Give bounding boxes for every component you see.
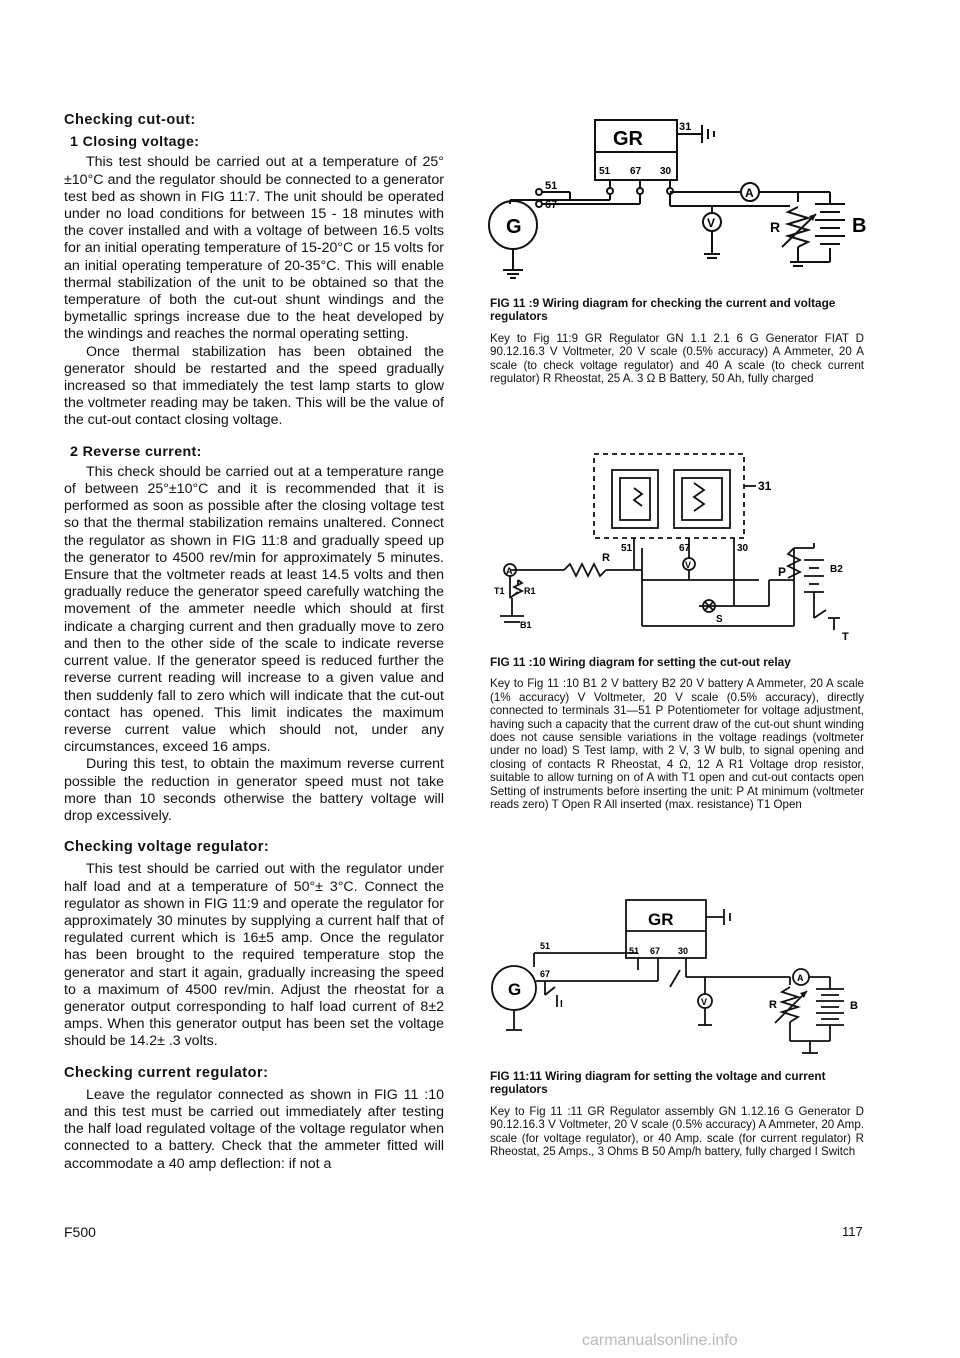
fig9-caption (490, 297, 864, 385)
voltage-regulator-title: Checking voltage regulator: (64, 839, 270, 856)
fig11-label-51: 51 (629, 946, 640, 956)
current-regulator-title: Checking current regulator: (64, 1064, 269, 1081)
fig10-title: FIG 11 :10 Wiring diagram for setting the cut-out relay (490, 655, 791, 669)
voltage-regulator-paragraph: This test should be carried out with the regulator under half load and at a temperature of 50°± 3°C. Connect the regulator as shown in FIG 11:9 and operate the regulator for approximately 30 minutes by supplying a current half that of regulated current which is 16±5 amp. Once the regulator has been brought to the required temperature stop the generator and start it again, gradually increasing the speed to a maximum of 4500 rev/min. Adjust the rheostat for a generator output corresponding to half load current of 8±2 amps. When this generator output has been set the voltage should be 14.2± .3 volts. (64, 861, 444, 1050)
fig11-label-gr: GR (648, 910, 674, 929)
fig9-label-31: 31 (679, 121, 692, 133)
fig9-key: Key to Fig 11:9 GR Regulator GN 1.1 2.1 6 G Generator FIAT D 90.12.16.3 V Voltmeter, 20 V scale (0.5% accuracy) A Ammeter, 20 A scale (to check voltage regulator) and 40 A scale (to check current regulator) R Rheostat, 25 A. 3 Ω B Battery, 50 Ah, fully charged (490, 331, 864, 386)
fig9-label-51: 51 (599, 166, 611, 177)
fig9-label-51-wire: 51 (545, 180, 558, 192)
left-column (64, 112, 444, 1173)
fig9-label-67: 67 (630, 166, 642, 177)
fig10-label-31: 31 (758, 479, 772, 493)
fig10-key: Key to Fig 11 :10 B1 2 V battery B2 20 V battery A Ammeter, 20 A scale (1% accuracy) V Voltmeter, 20 V scale (0.5% accuracy), directly connected to terminals 31—51 P Potentiometer for voltage adjustment, having such a capacity that the current draw of the cut-out shunt winding does not cause sensible variations in the voltage readings (voltmeter under no load) S Test lamp, with 2 V, 3 W bulb, to signal opening and closing of contacts R Rheostat, 4 Ω, 12 A R1 Voltage drop resistor, suitable to allow turning on of A with T1 open and cut-out contacts open Setting of instruments before inserting the unit: P At minimum (voltmeter reads zero) T Open R All inserted (max. resistance) T1 Open (490, 677, 864, 812)
fig11-label-g: G (508, 980, 522, 999)
fig10-diagram (494, 448, 864, 648)
footer-model: F500 (64, 1224, 96, 1240)
fig10-caption (490, 656, 864, 811)
fig9-label-g: G (506, 216, 522, 238)
reverse-current-paragraph-2: During this test, to obtain the maximum reverse current possible the reduction in generator speed must not take more than 10 seconds otherwise the battery voltage will drop excessively. (64, 756, 444, 824)
closing-voltage-heading: 1 Closing voltage: (70, 134, 200, 151)
fig9-label-r: R (770, 219, 781, 235)
closing-voltage-paragraph-1: This test should be carried out at a temperature of 25°±10°C and the regulator should be connected to a generator test bed as shown in FIG 11:7. The unit should be operated under no load conditions for between 15 - 18 minutes with the cover installed and with a voltage of between 16.5 volts for an initial operating temperature of 15-20°C or 15 volts for an initial operating temperature of 20-35°C. This will enable thermal stabilization of the unit to be obtained so that the temperature of both the cut-out shunt windings and the bymetallic springs increase due to the heat developed by the windings and reaches the normal operating setting. (64, 154, 444, 343)
fig10-label-t1: T1 (494, 586, 505, 596)
fig9-label-30: 30 (660, 166, 672, 177)
fig11-label-51-wire: 51 (540, 941, 551, 951)
fig11-label-r: R (769, 999, 777, 1011)
fig11-caption (490, 1070, 864, 1158)
fig11-label-30: 30 (678, 946, 689, 956)
fig10-label-v: V (685, 560, 692, 570)
fig11-label-v: V (701, 997, 708, 1007)
fig11-title: FIG 11:11 Wiring diagram for setting the voltage and current regulators (490, 1069, 826, 1097)
fig10-label-b2: B2 (830, 564, 843, 575)
watermark: carmanualsonline.info (582, 1332, 738, 1349)
fig9-label-v: V (707, 216, 716, 230)
fig11-label-67-wire: 67 (540, 969, 551, 979)
fig11-label-i: I (560, 999, 563, 1010)
fig10-label-p: P (778, 565, 787, 579)
fig10-label-30: 30 (737, 543, 749, 554)
fig9-label-b: B (852, 215, 867, 237)
checking-cutout-title: Checking cut-out: (64, 112, 196, 128)
fig10-label-51: 51 (621, 543, 633, 554)
fig9-label-a: A (745, 186, 754, 200)
fig11-label-a: A (797, 973, 804, 983)
fig11-diagram (490, 895, 860, 1070)
fig9-label-67-wire: 67 (545, 199, 558, 211)
fig10-label-b1: B1 (520, 620, 532, 630)
current-regulator-paragraph: Leave the regulator connected as shown in FIG 11 :10 and this test must be carried out immediately after testing the half load regulated voltage of the voltage regulator when connected to a battery. Check that the ammeter fitted will accommodate a 40 amp deflection: if not a (64, 1086, 444, 1172)
fig10-label-r1: R1 (524, 586, 536, 596)
fig9-title: FIG 11 :9 Wiring diagram for checking the current and voltage regulators (490, 296, 836, 324)
closing-voltage-paragraph-2: Once thermal stabilization has been obtained the generator should be restarted and the speed gradually increased so that immediately the test lamp starts to glow the voltmeter reading may be taken. This will be the value of the cut-out contact closing voltage. (64, 343, 444, 429)
fig10-label-67: 67 (679, 543, 691, 554)
fig11-key: Key to Fig 11 :11 GR Regulator assembly GN 1.12.16 G Generator D 90.12.16.3 V Voltmeter, 20 V scale (0.5% accuracy) A Ammeter, 20 Amp. scale (for voltage regulator), or 40 Amp. scale (for current regulator) R Rheostat, 25 Amps., 3 Ohms B 50 Amp/h battery, fully charged I Switch (490, 1104, 864, 1159)
reverse-current-paragraph-1: This check should be carried out at a temperature range of between 25°±10°C and it is recommended that it is performed as soon as possible after the closing voltage test so that the thermal stabilization remains unaltered. Connect the regulator as shown in FIG 11:8 and gradually speed up the generator to 4500 rev/min for approximately 5 minutes. Ensure that the voltmeter reads at least 14.5 volts and then gradually reduce the generator speed carefully watching the movement of the ammeter needle which should at first indicate a charging current and then gradually move to zero and then to the other side of the scale to indicate reverse current value. If the generator speed is reduced further the reverse current reading will increase to a given value and then suddenly fall to zero which will indicate that the cut-out contact has opened. This limit indicates the maximum reverse current value which should not, under any circumstances, exceed 16 amps. (64, 463, 444, 756)
fig9-label-gr: GR (613, 128, 643, 150)
fig10-label-a: A (506, 566, 513, 576)
fig9-diagram (480, 112, 870, 297)
fig10-label-s: S (716, 614, 723, 625)
fig11-label-67: 67 (650, 946, 661, 956)
fig11-label-b: B (850, 1000, 858, 1012)
page-number: 117 (842, 1224, 863, 1239)
reverse-current-heading: 2 Reverse current: (70, 443, 202, 460)
fig10-label-r: R (602, 552, 610, 564)
fig10-label-t: T (842, 631, 849, 643)
